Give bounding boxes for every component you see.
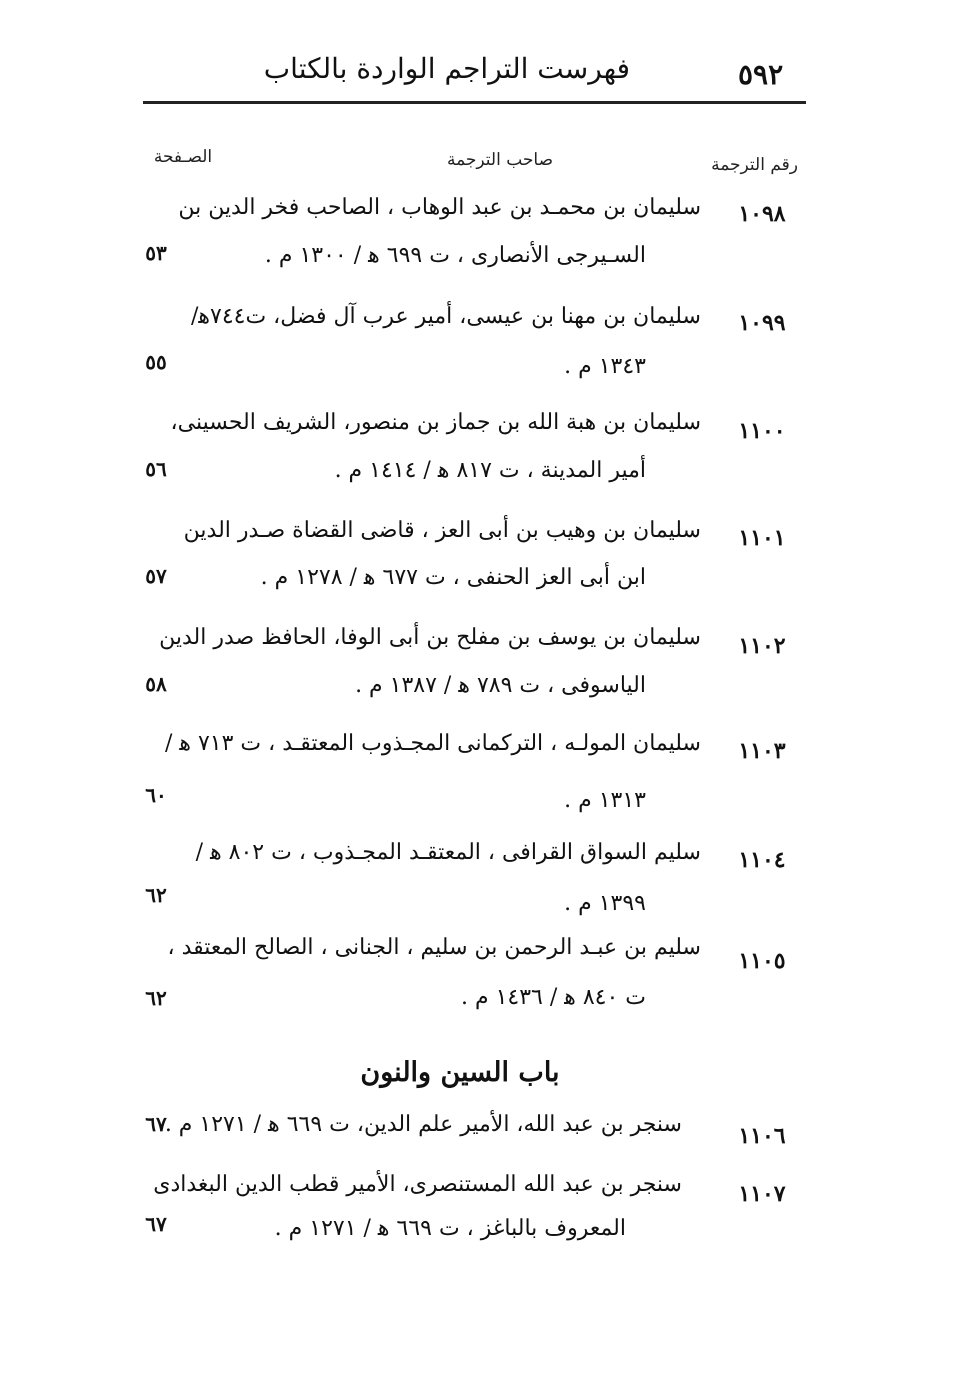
page-number: ٥٩٢ [738, 58, 784, 91]
section-heading: باب السين والنون [360, 1057, 560, 1088]
entry-text-line: ١٣٩٩ م . [564, 891, 646, 916]
entry-text-line: المعروف بالباغز ، ت ٦٦٩ ﻫ / ١٢٧١ م . [274, 1216, 626, 1241]
entry-text-line: سنجر بن عبد الله، الأمير علم الدين، ت ٦٦٩ ﻫ / ١٢٧١ م . [164, 1112, 682, 1137]
entry-text-line: ت ٨٤٠ ﻫ / ١٤٣٦ م . [460, 985, 646, 1010]
entry-number: ١٠٩٨ [738, 201, 786, 227]
entry-page: ٥٣ [145, 241, 167, 265]
entry-number: ١١٠٢ [738, 633, 786, 659]
entry-text-line: سليمان بن وهيب بن أبى العز ، قاضى القضاة صـدر الدين [183, 518, 701, 543]
entry-number: ١٠٩٩ [738, 310, 786, 336]
entry-text-line: سنجر بن عبد الله المستنصرى، الأمير قطب الدين البغدادى [153, 1172, 682, 1197]
entry-text-line: سليم بن عبـد الرحمن بن سليم ، الجنانى ، الصالح المعتقد ، [167, 935, 701, 960]
entry-text-line: ابن أبى العز الحنفى ، ت ٦٧٧ ﻫ / ١٢٧٨ م . [260, 565, 646, 590]
column-header-number: رقم الترجمة [711, 155, 798, 175]
entry-text-line: السـيرجى الأنصارى ، ت ٦٩٩ ﻫ / ١٣٠٠ م . [264, 243, 646, 268]
entry-number: ١١٠٤ [738, 847, 786, 873]
entry-text-line: سليمان بن هبة الله بن جماز بن منصور، الشريف الحسينى، [170, 410, 701, 435]
entry-page: ٦٠ [145, 783, 167, 807]
entry-text-line: أمير المدينة ، ت ٨١٧ ﻫ / ١٤١٤ م . [334, 458, 646, 483]
entry-page: ٥٧ [145, 564, 167, 588]
entry-page: ٥٨ [145, 672, 167, 696]
entry-number: ١١٠١ [738, 525, 786, 551]
entry-number: ١١٠٦ [738, 1123, 786, 1149]
header-divider [143, 101, 806, 104]
entry-page: ٦٢ [145, 986, 167, 1010]
entry-text-line: سليمان المولـه ، التركمانى المجـذوب المعتقـد ، ت ٧١٣ ﻫ / [164, 731, 701, 756]
entry-page: ٥٥ [145, 350, 167, 374]
entry-text-line: ١٣١٣ م . [564, 788, 646, 813]
entry-page: ٦٢ [145, 883, 167, 907]
entry-number: ١١٠٣ [738, 738, 786, 764]
entry-page: ٥٦ [145, 457, 167, 481]
entry-text-line: سليمان بن يوسف بن مفلح بن أبى الوفا، الحافظ صدر الدين [159, 625, 701, 650]
column-header-page: الصـفحة [153, 147, 213, 167]
entry-text-line: ١٣٤٣ م . [564, 354, 646, 379]
entry-number: ١١٠٧ [738, 1181, 786, 1207]
column-header-name: صاحب الترجمة [446, 150, 554, 170]
entry-text-line: الياسوفى ، ت ٧٨٩ ﻫ / ١٣٨٧ م . [355, 673, 646, 698]
entry-number: ١١٠٠ [738, 418, 786, 444]
entry-page: ٦٧ [145, 1212, 167, 1236]
entry-number: ١١٠٥ [738, 948, 786, 974]
entry-text-line: سليمان بن محمـد بن عبد الوهاب ، الصاحب فخر الدين بن [178, 195, 701, 220]
entry-text-line: سليم السواق القرافى ، المعتقـد المجـذوب ، ت ٨٠٢ ﻫ / [195, 840, 701, 865]
entry-text-line: سليمان بن مهنا بن عيسى، أمير عرب آل فضل، ت٧٤٤ﻫ/ [191, 304, 701, 329]
entry-page: ٦٧ [145, 1112, 167, 1136]
running-title: فهرست التراجم الواردة بالكتاب [263, 52, 630, 85]
